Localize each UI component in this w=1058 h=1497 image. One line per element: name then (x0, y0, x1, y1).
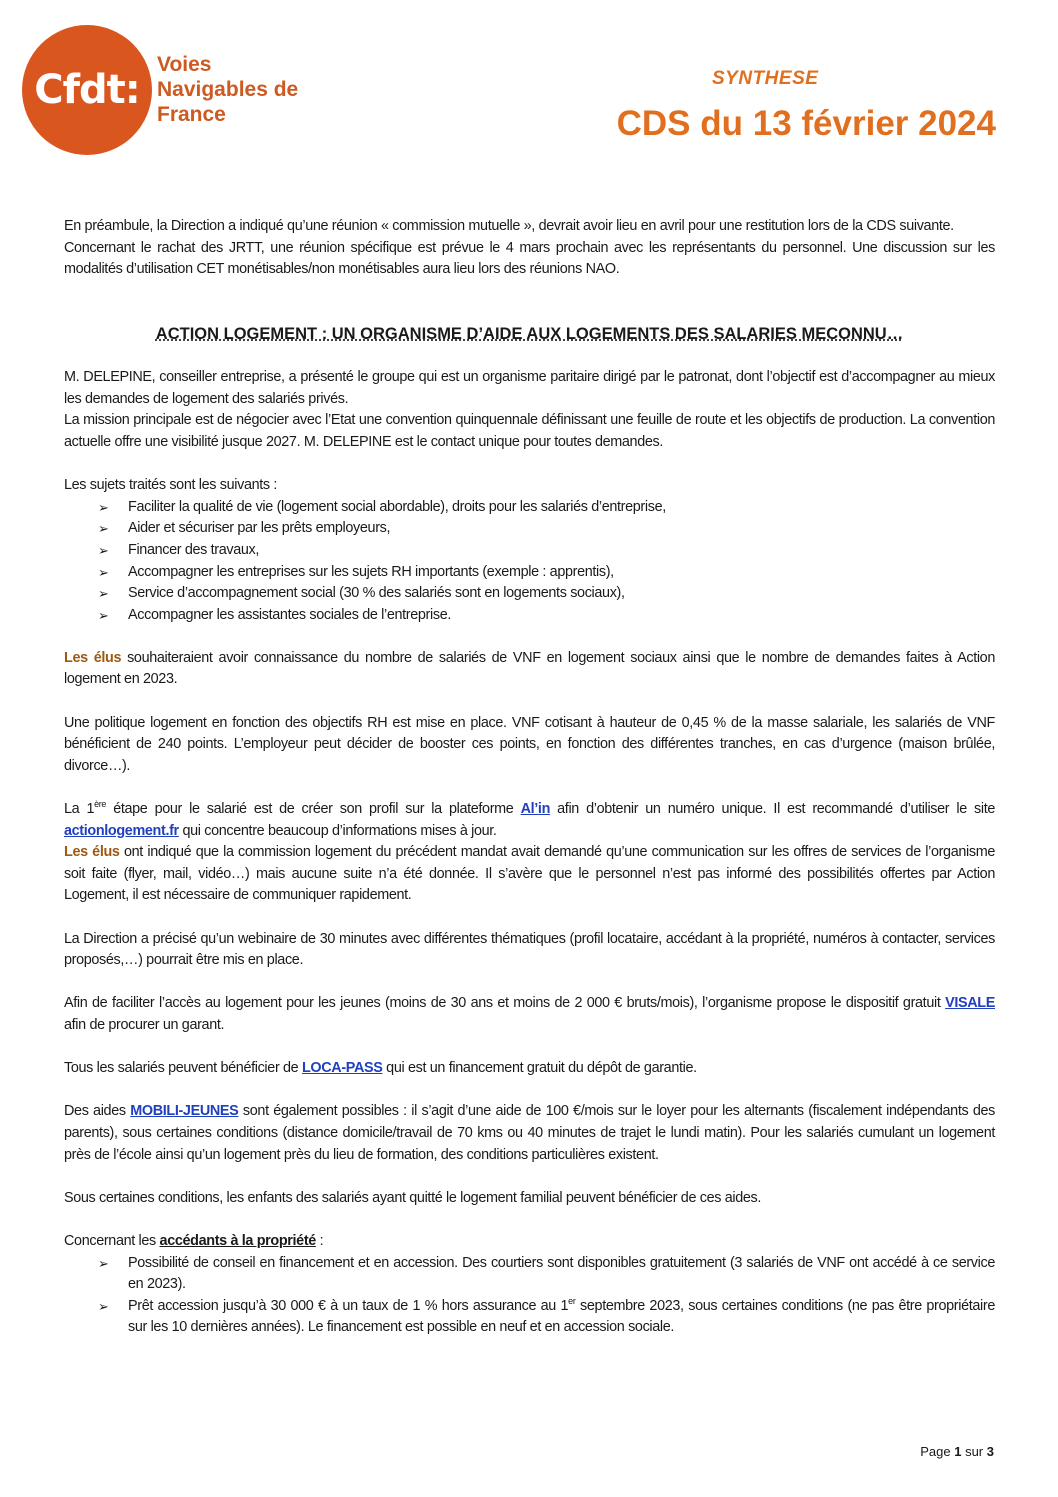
paragraph: Une politique logement en fonction des objectifs RH est mise en place. VNF cotisant à hauteur de 0,45 % de la masse salariale, les salariés de VNF bénéficient de 240 points. L’employeur peut décider de booster ces points, en fonction des différentes tranches, en cas d’urgence (maison brûlée, divorce…). (64, 714, 995, 774)
visale-link[interactable]: VISALE (945, 995, 995, 1012)
list-item: ➢ Service d’accompagnement social (30 % des salariés sont en logements sociaux), (128, 583, 995, 605)
cfdt-logo (22, 25, 152, 155)
actionlogement-link[interactable]: actionlogement.fr (64, 822, 179, 839)
org-line: Navigables de (157, 78, 299, 101)
paragraph: Des aides MOBILI-JEUNES sont également possibles : il s’agit d’une aide de 100 €/mois sur le loyer pour les alternants (fiscalement indépendants des parents), sous certaines conditions (distance domicile/travail de 70 kms ou 40 minutes de trajet le lundi matin). Pour les salariés cumulant un logement près de l’école ainsi qu’un logement près du lieu de formation, des conditions particulières existent. (64, 1103, 995, 1163)
paragraph: La Direction a précisé qu’un webinaire de 30 minutes avec différentes thématiques (profil locataire, accédant à la propriété, numéros à contacter, services proposés,…) pourrait être mis en place. (64, 930, 995, 969)
arrow-bullet-icon: ➢ (98, 521, 109, 537)
mobili-jeunes-link[interactable]: MOBILI-JEUNES (130, 1103, 239, 1120)
list-item: ➢ Prêt accession jusqu’à 30 000 € à un taux de 1 % hors assurance au 1er septembre 2023, sous certaines conditions (ne pas être propriétaire sur les 10 dernières années). Le financement est possible en neuf et en accession sociale. (98, 1295, 995, 1336)
list-item: ➢ Accompagner les assistantes sociales de l’entreprise. (128, 605, 995, 627)
page-number: Page 1 sur 3 (920, 1444, 994, 1459)
paragraph: Sous certaines conditions, les enfants des salariés ayant quitté le logement familial peuvent bénéficier de ces aides. (64, 1189, 762, 1206)
paragraph: Tous les salariés peuvent bénéficier de LOCA-PASS qui est un financement gratuit du dépôt de garantie. (64, 1060, 697, 1077)
list-item: ➢ Aider et sécuriser par les prêts employeurs, (128, 518, 995, 540)
org-line: Voies (157, 53, 212, 76)
paragraph: Afin de faciliter l’accès au logement pour les jeunes (moins de 30 ans et moins de 2 000 € bruts/mois), l’organisme propose le dispositif gratuit VISALE afin de procurer un garant. (64, 995, 995, 1033)
arrow-bullet-icon: ➢ (98, 564, 109, 580)
paragraph: La mission principale est de négocier avec l’Etat une convention quinquennale définissant une feuille de route et les objectifs de production. La convention actuelle offre une visibilité jusque 2027. M. DELEPINE est le contact unique pour toutes demandes. (64, 412, 995, 450)
arrow-bullet-icon: ➢ (98, 1298, 109, 1314)
paragraph: M. DELEPINE, conseiller entreprise, a présenté le groupe qui est un organisme paritaire dirigé par le patronat, dont l’objectif est d’accompagner au mieux les demandes de logement des salariés privés. (64, 369, 995, 407)
owners-list (64, 1253, 995, 1339)
arrow-bullet-icon: ➢ (98, 586, 109, 602)
document-title: CDS du 13 février 2024 (616, 104, 996, 143)
elus-label: Les élus (64, 844, 120, 861)
subjects-list (64, 497, 995, 627)
arrow-bullet-icon: ➢ (98, 607, 109, 623)
org-line: France (157, 103, 226, 126)
arrow-bullet-icon: ➢ (98, 542, 109, 558)
elus-paragraph: Les élus souhaiteraient avoir connaissance du nombre de salariés de VNF en logement sociaux ainsi que le nombre de demandes faites à Action logement en 2023. (64, 649, 995, 688)
list-item: ➢ Accompagner les entreprises sur les sujets RH importants (exemple : apprentis), (128, 562, 995, 584)
alin-link[interactable]: Al’in (520, 801, 551, 818)
section-heading: ACTION LOGEMENT : UN ORGANISME D’AIDE AUX LOGEMENTS DES SALARIES MECONNU… (155, 324, 904, 343)
list-item: ➢ Faciliter la qualité de vie (logement social abordable), droits pour les salariés d’entreprise, (128, 497, 995, 519)
list-item: ➢ Possibilité de conseil en financement et en accession. Des courtiers sont disponibles gratuitement (3 salariés de VNF ont accédé à ce service en 2023). (98, 1254, 995, 1293)
elus-label: Les élus (64, 649, 122, 666)
document-body (64, 216, 995, 1339)
document-subtitle: SYNTHESE (712, 68, 819, 89)
arrow-bullet-icon: ➢ (98, 1255, 109, 1271)
owners-intro: Concernant les accédants à la propriété : (64, 1232, 324, 1249)
intro-paragraph: En préambule, la Direction a indiqué qu’une réunion « commission mutuelle », devrait avoir lieu en avril pour une restitution lors de la CDS suivante. (64, 218, 954, 234)
list-item: ➢ Financer des travaux, (128, 540, 995, 562)
arrow-bullet-icon: ➢ (98, 499, 109, 515)
locapass-link[interactable]: LOCA-PASS (301, 1060, 383, 1077)
paragraph: La 1ère étape pour le salarié est de créer son profil sur la plateforme Al’in afin d’obtenir un numéro unique. Il est recommandé d’utiliser le site actionlogement.fr qui concentre beaucoup d’informations mises à jour. (64, 799, 996, 839)
logo-text: Cfdt: (34, 67, 140, 113)
intro-paragraph: Concernant le rachat des JRTT, une réunion spécifique est prévue le 4 mars prochain avec les représentants du personnel. Une discussion sur les modalités d’utilisation CET monétisables/non monétisables aura lieu lors des réunions NAO. (64, 239, 995, 278)
elus-paragraph: Les élus ont indiqué que la commission logement du précédent mandat avait demandé qu’une communication sur les offres de services de l’organisme soit faite (flyer, mail, vidéo…) mais aucune suite n’a été donnée. Il s’avère que le personnel n’est pas informé des possibilités offertes par Action Logement, il est nécessaire de communiquer rapidement. (64, 844, 995, 904)
subjects-intro: Les sujets traités sont les suivants : (64, 477, 278, 494)
organization-name (157, 52, 298, 127)
